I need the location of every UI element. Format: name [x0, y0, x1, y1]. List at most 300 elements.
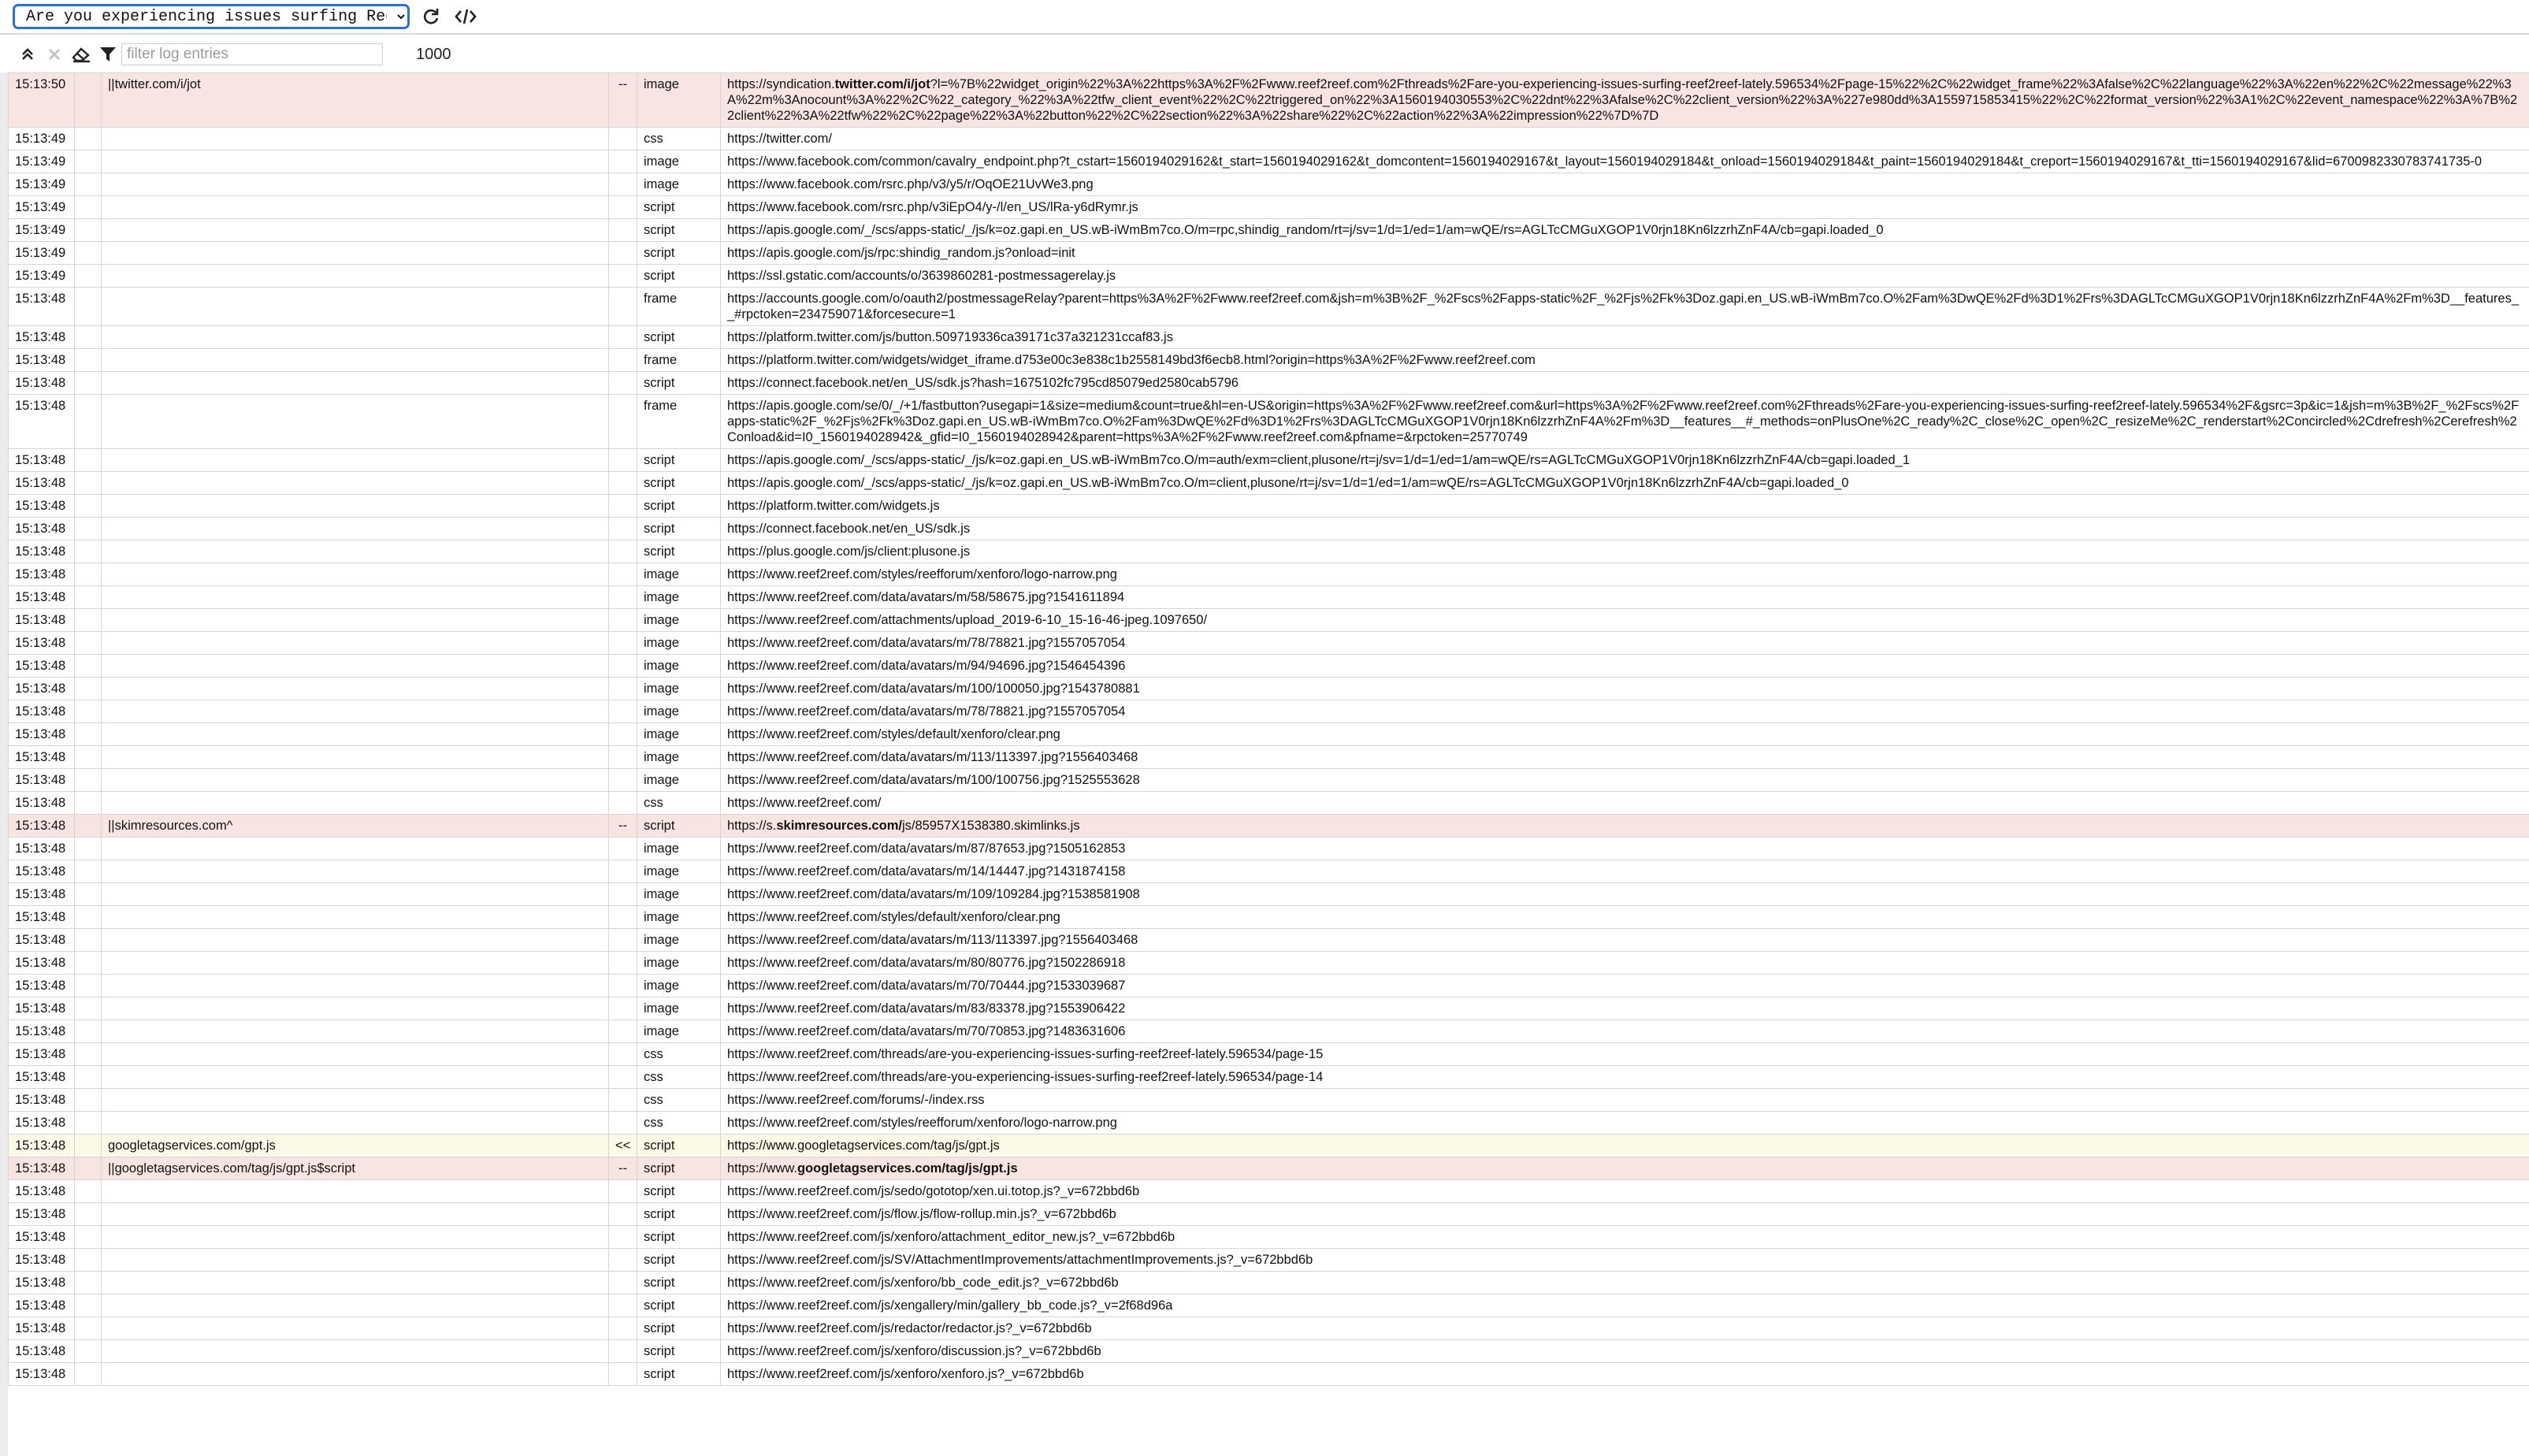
- log-url-part: https://www.reef2reef.com/threads/are-you-experiencing-issues-surfing-reef2reef-lately.596534/page-14: [727, 1070, 1324, 1084]
- log-result: --: [609, 73, 637, 128]
- log-url: [721, 906, 2529, 929]
- log-row[interactable]: [9, 1340, 2529, 1363]
- log-filter: [102, 586, 609, 609]
- log-url: [721, 472, 2529, 495]
- log-spacer: [75, 173, 102, 196]
- log-url-part: https://connect.facebook.net/en_US/sdk.js?hash=1675102fc795cd85079ed2580cab5796: [727, 376, 1239, 390]
- log-filter: [102, 906, 609, 929]
- log-filter: [102, 632, 609, 655]
- log-row[interactable]: [9, 586, 2529, 609]
- log-time: 15:13:48: [9, 449, 75, 472]
- log-spacer: [75, 1317, 102, 1340]
- log-type: image: [637, 1020, 721, 1043]
- log-url-part: https://www.reef2reef.com/js/redactor/redactor.js?_v=672bbd6b: [727, 1321, 1092, 1335]
- log-result: [609, 173, 637, 196]
- log-time: 15:13:49: [9, 265, 75, 288]
- log-filter: [102, 1226, 609, 1249]
- log-type: script: [637, 449, 721, 472]
- log-type: image: [637, 700, 721, 723]
- log-result: [609, 609, 637, 632]
- log-result: [609, 495, 637, 518]
- log-row[interactable]: [9, 1363, 2529, 1386]
- log-result: [609, 1294, 637, 1317]
- log-time: 15:13:48: [9, 1317, 75, 1340]
- log-row[interactable]: [9, 929, 2529, 952]
- log-url: [721, 349, 2529, 372]
- log-url: [721, 1066, 2529, 1089]
- log-row[interactable]: [9, 1203, 2529, 1226]
- log-result: [609, 1272, 637, 1294]
- log-result: [609, 1249, 637, 1272]
- log-spacer: [75, 73, 102, 128]
- log-type: script: [637, 372, 721, 395]
- log-filter: [102, 1020, 609, 1043]
- log-spacer: [75, 1089, 102, 1112]
- log-type: image: [637, 563, 721, 586]
- log-type: image: [637, 929, 721, 952]
- log-row[interactable]: [9, 349, 2529, 372]
- log-filter: [102, 1203, 609, 1226]
- log-url-part: https://www.reef2reef.com/data/avatars/m/100/100050.jpg?1543780881: [727, 682, 1140, 696]
- log-row[interactable]: [9, 495, 2529, 518]
- log-url: [721, 173, 2529, 196]
- log-row[interactable]: [9, 219, 2529, 242]
- log-result: [609, 678, 637, 700]
- log-type: css: [637, 792, 721, 815]
- log-spacer: [75, 700, 102, 723]
- log-spacer: [75, 265, 102, 288]
- log-result: [609, 326, 637, 349]
- log-filter: [102, 860, 609, 883]
- log-type: image: [637, 173, 721, 196]
- log-url-part: https://platform.twitter.com/widgets/widget_iframe.d753e00c3e838c1b2558149bd3f6ecb8.html?origin=https%3A%2F%2Fwww.reef2reef.com: [727, 353, 1536, 367]
- log-time: 15:13:48: [9, 1020, 75, 1043]
- log-row[interactable]: [9, 746, 2529, 769]
- log-row[interactable]: [9, 288, 2529, 326]
- log-row[interactable]: [9, 860, 2529, 883]
- log-time: 15:13:48: [9, 838, 75, 860]
- log-row[interactable]: [9, 609, 2529, 632]
- log-row[interactable]: [9, 1112, 2529, 1135]
- log-spacer: [75, 997, 102, 1020]
- log-url: [721, 1272, 2529, 1294]
- log-spacer: [75, 128, 102, 150]
- log-url: [721, 815, 2529, 838]
- log-type: script: [637, 196, 721, 219]
- log-url: [721, 929, 2529, 952]
- log-url: [721, 792, 2529, 815]
- log-filter: ||twitter.com/i/jot: [102, 73, 609, 128]
- log-row[interactable]: [9, 655, 2529, 678]
- log-type: script: [637, 1157, 721, 1180]
- log-filter: [102, 929, 609, 952]
- log-time: 15:13:48: [9, 1249, 75, 1272]
- log-type: image: [637, 678, 721, 700]
- log-url-part: https://www.reef2reef.com/data/avatars/m/70/70853.jpg?1483631606: [727, 1024, 1126, 1038]
- log-url: [721, 288, 2529, 326]
- log-url: [721, 632, 2529, 655]
- log-row[interactable]: [9, 1066, 2529, 1089]
- log-filter: [102, 518, 609, 540]
- log-row[interactable]: [9, 449, 2529, 472]
- log-row[interactable]: [9, 1020, 2529, 1043]
- log-filter: [102, 128, 609, 150]
- log-row[interactable]: [9, 173, 2529, 196]
- log-row[interactable]: [9, 1089, 2529, 1112]
- code-icon[interactable]: [452, 3, 479, 30]
- log-result: [609, 518, 637, 540]
- log-spacer: [75, 518, 102, 540]
- log-spacer: [75, 952, 102, 975]
- log-row[interactable]: [9, 700, 2529, 723]
- log-result: [609, 1112, 637, 1135]
- log-url-part: https://www.reef2reef.com/forums/-/index.rss: [727, 1093, 985, 1107]
- log-url: [721, 372, 2529, 395]
- log-url-part: https://apis.google.com/se/0/_/+1/fastbutton?usegapi=1&size=medium&count=true&hl=en-US&origin=https%3A%2F%2Fwww.reef2reef.com&url=https%3A%2F%2Fwww.reef2reef.com%2Fthreads%2Fare-you-experiencing-issues-surfing-reef2reef-lately.596534%2F&gsrc=3p&ic=1&jsh=m%3B%2F_%2Fscs%2Fapps-static%2F_%2Fjs%2Fk%3Doz.gapi.en_US.wB-iWmBm7co.O%2Fam%3DwQE%2Fd%3D1%2Frs%3DAGLTcCMGuXGOP1V0rjn18Kn6lzzrhZnF4A%2Fm%3D__features__#_methods=onPlusOne%2C_ready%2C_close%2C_open%2C_resizeMe%2C_renderstart%2Concircled%2Cdrefresh%2Cerefresh%2Conload&id=I0_1560194028942&_gfid=I0_1560194028942&parent=https%3A%2F%2Fwww.reef2reef.com&pfname=&rpctoken=25770749: [727, 399, 2520, 444]
- log-result: [609, 1043, 637, 1066]
- log-spacer: [75, 1157, 102, 1180]
- log-url-match: googletagservices.com/tag/js/gpt.js: [797, 1161, 1018, 1176]
- log-type: image: [637, 769, 721, 792]
- log-row[interactable]: [9, 815, 2529, 838]
- log-result: [609, 288, 637, 326]
- log-type: script: [637, 1249, 721, 1272]
- log-row[interactable]: [9, 792, 2529, 815]
- log-url: [721, 150, 2529, 173]
- log-spacer: [75, 1249, 102, 1272]
- log-time: 15:13:48: [9, 540, 75, 563]
- log-row[interactable]: [9, 906, 2529, 929]
- log-result: [609, 929, 637, 952]
- log-url-part: https://connect.facebook.net/en_US/sdk.js: [727, 522, 971, 536]
- filter-icon[interactable]: [95, 41, 121, 68]
- log-result: [609, 242, 637, 265]
- log-row[interactable]: [9, 678, 2529, 700]
- log-filter: [102, 472, 609, 495]
- log-url-part: https://apis.google.com/_/scs/apps-static/_/js/k=oz.gapi.en_US.wB-iWmBm7co.O/m=client,plusone/rt=j/sv=1/d=1/ed=1/am=wQE/rs=AGLTcCMGuXGOP1V0rjn18Kn6lzzrhZnF4A/cb=gapi.loaded_0: [727, 476, 1849, 490]
- log-time: 15:13:48: [9, 563, 75, 586]
- log-spacer: [75, 1340, 102, 1363]
- log-url: [721, 242, 2529, 265]
- log-url-part: https://www.reef2reef.com/js/flow.js/flow-rollup.min.js?_v=672bbd6b: [727, 1207, 1116, 1221]
- log-filter: [102, 288, 609, 326]
- log-url: [721, 1203, 2529, 1226]
- log-url-part: https://www.reef2reef.com/js/xengallery/min/gallery_bb_code.js?_v=2f68d96a: [727, 1298, 1173, 1313]
- log-row[interactable]: [9, 395, 2529, 449]
- log-url-part: https://apis.google.com/_/scs/apps-static/_/js/k=oz.gapi.en_US.wB-iWmBm7co.O/m=auth/exm=client,plusone/rt=j/sv=1/d=1/ed=1/am=wQE/rs=AGLTcCMGuXGOP1V0rjn18Kn6lzzrhZnF4A/cb=gapi.loaded_1: [727, 453, 1911, 467]
- log-result: [609, 952, 637, 975]
- log-row[interactable]: [9, 518, 2529, 540]
- log-time: 15:13:48: [9, 906, 75, 929]
- log-time: 15:13:48: [9, 1294, 75, 1317]
- log-filter: [102, 196, 609, 219]
- log-url: [721, 838, 2529, 860]
- log-row[interactable]: [9, 1294, 2529, 1317]
- log-time: 15:13:49: [9, 219, 75, 242]
- log-filter: [102, 769, 609, 792]
- log-result: [609, 769, 637, 792]
- log-filter: [102, 746, 609, 769]
- log-result: [609, 349, 637, 372]
- log-filter: [102, 1043, 609, 1066]
- log-time: 15:13:48: [9, 349, 75, 372]
- log-type: script: [637, 518, 721, 540]
- log-type: script: [637, 1226, 721, 1249]
- log-time: 15:13:48: [9, 288, 75, 326]
- log-result: --: [609, 1157, 637, 1180]
- log-filter: [102, 792, 609, 815]
- log-url-part: https://www.reef2reef.com/styles/reefforum/xenforo/logo-narrow.png: [727, 1116, 1117, 1130]
- log-type: image: [637, 838, 721, 860]
- log-row[interactable]: [9, 952, 2529, 975]
- log-url: [721, 860, 2529, 883]
- toolbar-divider: [0, 33, 2529, 35]
- log-row[interactable]: [9, 472, 2529, 495]
- log-url-part: https://www.reef2reef.com/data/avatars/m/113/113397.jpg?1556403468: [727, 933, 1138, 947]
- log-row[interactable]: [9, 1180, 2529, 1203]
- log-spacer: [75, 1066, 102, 1089]
- log-time: 15:13:50: [9, 73, 75, 128]
- log-type: image: [637, 150, 721, 173]
- log-table: [8, 72, 2529, 1386]
- log-spacer: [75, 1112, 102, 1135]
- log-filter: [102, 609, 609, 632]
- max-entries-value[interactable]: 1000: [416, 45, 451, 63]
- log-result: [609, 792, 637, 815]
- log-type: image: [637, 975, 721, 997]
- log-filter: [102, 372, 609, 395]
- log-time: 15:13:48: [9, 1226, 75, 1249]
- log-url-part: https://www.reef2reef.com/styles/default/xenforo/clear.png: [727, 910, 1060, 924]
- log-result: [609, 723, 637, 746]
- log-time: 15:13:48: [9, 372, 75, 395]
- log-row[interactable]: [9, 73, 2529, 128]
- log-time: 15:13:48: [9, 883, 75, 906]
- log-spacer: [75, 1294, 102, 1317]
- log-result: <<: [609, 1135, 637, 1157]
- log-filter: [102, 173, 609, 196]
- log-type: image: [637, 632, 721, 655]
- log-url: [721, 678, 2529, 700]
- log-row[interactable]: [9, 1226, 2529, 1249]
- log-url-part: https://www.: [727, 1161, 797, 1176]
- log-spacer: [75, 326, 102, 349]
- log-time: 15:13:49: [9, 128, 75, 150]
- log-url-part: https://www.reef2reef.com/data/avatars/m/14/14447.jpg?1431874158: [727, 864, 1126, 878]
- log-result: --: [609, 815, 637, 838]
- log-result: [609, 372, 637, 395]
- filter-toolbar: [0, 38, 2529, 71]
- log-type: script: [637, 1180, 721, 1203]
- log-url-part: https://www.facebook.com/rsrc.php/v3/y5/r/OqOE21UvWe3.png: [727, 177, 1094, 191]
- log-url-part: https://apis.google.com/js/rpc:shindig_random.js?onload=init: [727, 246, 1075, 260]
- log-filter: [102, 242, 609, 265]
- log-url: [721, 655, 2529, 678]
- log-row[interactable]: [9, 540, 2529, 563]
- log-type: css: [637, 1089, 721, 1112]
- log-row[interactable]: [9, 196, 2529, 219]
- log-url-part: https://ssl.gstatic.com/accounts/o/3639860281-postmessagerelay.js: [727, 269, 1116, 283]
- log-filter: [102, 975, 609, 997]
- log-result: [609, 128, 637, 150]
- log-row[interactable]: [9, 975, 2529, 997]
- log-url-part: https://syndication.: [727, 77, 835, 91]
- log-url-part: https://www.reef2reef.com/data/avatars/m/70/70444.jpg?1533039687: [727, 979, 1126, 993]
- log-filter: [102, 1066, 609, 1089]
- log-row[interactable]: [9, 372, 2529, 395]
- log-spacer: [75, 1226, 102, 1249]
- log-row[interactable]: [9, 997, 2529, 1020]
- log-spacer: [75, 472, 102, 495]
- log-url-part: https://www.reef2reef.com/data/avatars/m/78/78821.jpg?1557057054: [727, 636, 1126, 650]
- log-url-part: https://www.reef2reef.com/styles/default/xenforo/clear.png: [727, 727, 1060, 741]
- log-type: script: [637, 1203, 721, 1226]
- log-result: [609, 1317, 637, 1340]
- log-spacer: [75, 746, 102, 769]
- log-time: 15:13:49: [9, 242, 75, 265]
- log-time: 15:13:48: [9, 997, 75, 1020]
- log-url-part: https://www.reef2reef.com/js/xenforo/bb_code_edit.js?_v=672bbd6b: [727, 1276, 1119, 1290]
- log-type: script: [637, 326, 721, 349]
- log-filter: [102, 952, 609, 975]
- log-spacer: [75, 196, 102, 219]
- log-time: 15:13:48: [9, 1066, 75, 1089]
- log-filter: [102, 997, 609, 1020]
- log-url-part: https://www.reef2reef.com/data/avatars/m/78/78821.jpg?1557057054: [727, 704, 1126, 719]
- log-time: 15:13:48: [9, 1340, 75, 1363]
- log-row[interactable]: [9, 150, 2529, 173]
- log-url-part: https://platform.twitter.com/widgets.js: [727, 499, 940, 513]
- log-result: [609, 1340, 637, 1363]
- log-row[interactable]: [9, 1157, 2529, 1180]
- log-type: script: [637, 1363, 721, 1386]
- log-url-part: https://www.reef2reef.com/data/avatars/m/58/58675.jpg?1541611894: [727, 590, 1125, 604]
- log-result: [609, 746, 637, 769]
- log-url-part: https://www.googletagservices.com/tag/js/gpt.js: [727, 1138, 1000, 1153]
- log-result: [609, 655, 637, 678]
- log-row[interactable]: [9, 769, 2529, 792]
- log-type: script: [637, 219, 721, 242]
- reload-icon[interactable]: [418, 3, 444, 30]
- clear-icon[interactable]: [41, 41, 68, 68]
- log-spacer: [75, 815, 102, 838]
- log-url: [721, 883, 2529, 906]
- log-row[interactable]: [9, 242, 2529, 265]
- log-row[interactable]: [9, 632, 2529, 655]
- log-url: [721, 1157, 2529, 1180]
- log-spacer: [75, 219, 102, 242]
- log-spacer: [75, 678, 102, 700]
- log-result: [609, 860, 637, 883]
- log-type: script: [637, 1340, 721, 1363]
- log-time: 15:13:48: [9, 395, 75, 449]
- log-row[interactable]: [9, 265, 2529, 288]
- log-url: [721, 1043, 2529, 1066]
- log-filter: [102, 655, 609, 678]
- log-url: [721, 1294, 2529, 1317]
- log-url-part: ?l=%7B%22widget_origin%22%3A%22https%3A%2F%2Fwww.reef2reef.com%2Fthreads%2Fare-you-experiencing-issues-surfing-reef2reef-lately.596534%2Fpage-15%22%2C%22widget_frame%22%3Afalse%2C%22language%22%3A%22en%22%2C%22message%22%3A%22m%3Anocount%3A%22%2C%22_category_%22%3A%22tfw_client_event%22%2C%22triggered_on%22%3A1560194030553%2C%22dnt%22%3Afalse%2C%22client_version%22%3A%227e980dd%3A1559715853415%22%2C%22format_version%22%3A1%2C%22event_namespace%22%3A%7B%22client%22%3A%22tfw%22%2C%22page%22%3A%22button%22%2C%22section%22%3A%22share%22%2C%22action%22%3A%22impression%22%7D%7D: [727, 77, 2518, 123]
- log-url-part: https://www.reef2reef.com/data/avatars/m/80/80776.jpg?1502286918: [727, 956, 1126, 970]
- log-row[interactable]: [9, 1317, 2529, 1340]
- log-url: [721, 1089, 2529, 1112]
- log-filter: [102, 1249, 609, 1272]
- log-type: script: [637, 1317, 721, 1340]
- log-url-part: https://www.reef2reef.com/data/avatars/m/100/100756.jpg?1525553628: [727, 773, 1140, 787]
- log-filter: [102, 563, 609, 586]
- log-url-part: https://plus.google.com/js/client:plusone.js: [727, 544, 971, 559]
- log-url-part: https://www.facebook.com/rsrc.php/v3iEpO4/y-/l/en_US/lRa-y6dRymr.js: [727, 200, 1138, 214]
- log-result: [609, 906, 637, 929]
- log-row[interactable]: [9, 1043, 2529, 1066]
- log-time: 15:13:48: [9, 495, 75, 518]
- log-spacer: [75, 883, 102, 906]
- log-row[interactable]: [9, 1135, 2529, 1157]
- log-filter: [102, 150, 609, 173]
- log-url: [721, 1340, 2529, 1363]
- log-row[interactable]: [9, 723, 2529, 746]
- tab-selector[interactable]: [13, 4, 410, 29]
- log-time: 15:13:48: [9, 952, 75, 975]
- log-type: frame: [637, 395, 721, 449]
- log-time: 15:13:48: [9, 700, 75, 723]
- log-url: [721, 326, 2529, 349]
- log-url-part: https://s.: [727, 819, 777, 833]
- log-result: [609, 1203, 637, 1226]
- log-filter: [102, 395, 609, 449]
- log-type: image: [637, 723, 721, 746]
- log-type: image: [637, 997, 721, 1020]
- eraser-icon[interactable]: [68, 41, 95, 68]
- log-type: image: [637, 73, 721, 128]
- log-url-part: https://accounts.google.com/o/oauth2/postmessageRelay?parent=https%3A%2F%2Fwww.reef2reef.com&jsh=m%3B%2F_%2Fscs%2Fapps-static%2F_%2Fjs%2Fk%3Doz.gapi.en_US.wB-iWmBm7co.O%2Fam%3DwQE%2Fd%3D1%2Frs%3DAGLTcCMGuXGOP1V0rjn18Kn6lzzrhZnF4A%2Fm%3D__features__#rpctoken=234759071&forcesecure=1: [727, 292, 2519, 321]
- log-url: [721, 73, 2529, 128]
- log-spacer: [75, 1043, 102, 1066]
- log-time: 15:13:48: [9, 609, 75, 632]
- log-url-part: https://www.reef2reef.com/threads/are-you-experiencing-issues-surfing-reef2reef-lately.596534/page-15: [727, 1047, 1324, 1061]
- collapse-icon[interactable]: [14, 41, 41, 68]
- log-time: 15:13:48: [9, 586, 75, 609]
- log-row[interactable]: [9, 563, 2529, 586]
- log-filter: [102, 1272, 609, 1294]
- log-row[interactable]: [9, 326, 2529, 349]
- log-url: [721, 128, 2529, 150]
- log-row[interactable]: [9, 1272, 2529, 1294]
- log-url-part: https://www.reef2reef.com/js/SV/AttachmentImprovements/attachmentImprovements.js?_v=672bbd6b: [727, 1253, 1313, 1267]
- log-spacer: [75, 395, 102, 449]
- log-row[interactable]: [9, 883, 2529, 906]
- log-url: [721, 723, 2529, 746]
- log-row[interactable]: [9, 838, 2529, 860]
- log-url: [721, 563, 2529, 586]
- log-spacer: [75, 495, 102, 518]
- log-filter: [102, 1363, 609, 1386]
- log-result: [609, 449, 637, 472]
- log-url: [721, 495, 2529, 518]
- log-spacer: [75, 449, 102, 472]
- log-row[interactable]: [9, 128, 2529, 150]
- log-url-part: https://www.reef2reef.com/js/xenforo/xenforo.js?_v=672bbd6b: [727, 1367, 1084, 1381]
- log-time: 15:13:49: [9, 150, 75, 173]
- log-filter: [102, 349, 609, 372]
- log-url: [721, 997, 2529, 1020]
- log-time: 15:13:49: [9, 196, 75, 219]
- log-url-part: https://www.reef2reef.com/styles/reefforum/xenforo/logo-narrow.png: [727, 567, 1117, 581]
- log-url-part: https://www.reef2reef.com/data/avatars/m/83/83378.jpg?1553906422: [727, 1001, 1126, 1016]
- log-type: image: [637, 746, 721, 769]
- filter-input[interactable]: [121, 43, 383, 65]
- log-row[interactable]: [9, 1249, 2529, 1272]
- log-filter: [102, 1294, 609, 1317]
